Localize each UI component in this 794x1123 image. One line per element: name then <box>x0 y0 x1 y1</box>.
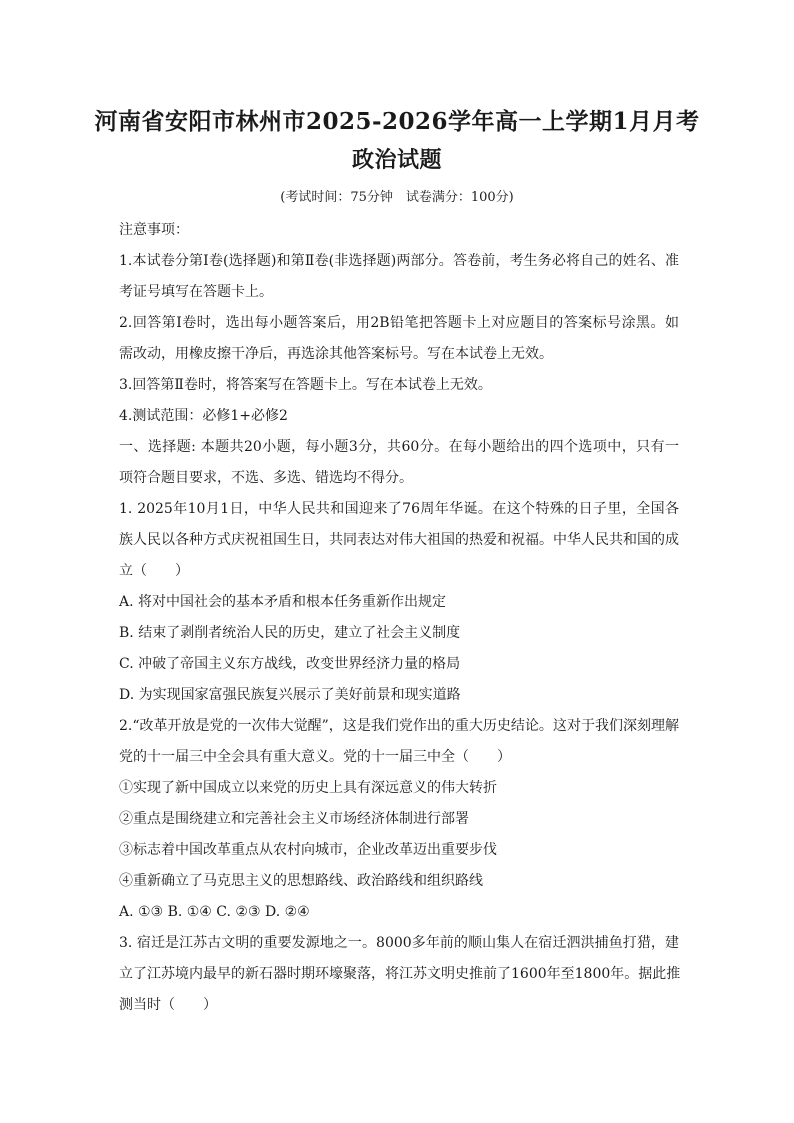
notes-item-3: 3.回答第Ⅱ卷时，将答案写在答题卡上。写在本试卷上无效。 <box>119 377 492 393</box>
exam-subject-title: 政治试题 <box>351 147 442 173</box>
question-3-stem-line-1: 3. 宿迁是江苏古文明的重要发源地之一。8000多年前的顺山集人在宿迁泗洪捕鱼打猎，建 <box>119 935 679 951</box>
exam-info: (考试时间：75分钟 试卷满分：100分) <box>280 190 514 205</box>
question-2-item-3: ③标志着中国改革重点从农村向城市，企业改革迈出重要步伐 <box>119 842 497 858</box>
notes-item-4: 4.测试范围：必修1+必修2 <box>119 408 288 424</box>
exam-title: 河南省安阳市林州市2025-2026学年高一上学期1月月考 <box>94 108 700 135</box>
question-2-stem-line-2: 党的十一届三中全会具有重大意义。党的十一届三中全（ ） <box>119 749 511 765</box>
question-1-option-c: C. 冲破了帝国主义东方战线，改变世界经济力量的格局 <box>119 656 461 672</box>
section-1-intro-line-1: 一、选择题: 本题共20小题，每小题3分，共60分。在每小题给出的四个选项中，只有一 <box>119 439 679 455</box>
question-2-item-4: ④重新确立了马克思主义的思想路线、政治路线和组织路线 <box>119 873 483 889</box>
notes-item-2-line-1: 2.回答第Ⅰ卷时，选出每小题答案后，用2B铅笔把答题卡上对应题目的答案标号涂黑。如 <box>119 315 679 331</box>
question-1-stem-line-2: 族人民以各种方式庆祝祖国生日，共同表达对伟大祖国的热爱和祝福。中华人民共和国的成 <box>119 532 679 548</box>
question-1-option-a: A. 将对中国社会的基本矛盾和根本任务重新作出规定 <box>119 594 447 610</box>
notes-item-1-line-2: 考证号填写在答题卡上。 <box>119 284 273 300</box>
question-1-option-d: D. 为实现国家富强民族复兴展示了美好前景和现实道路 <box>119 687 461 703</box>
question-2-options: A. ①③ B. ①④ C. ②③ D. ②④ <box>119 904 310 920</box>
question-2-stem-line-1: 2.“改革开放是党的一次伟大觉醒”，这是我们党作出的重大历史结论。这对于我们深刻理解 <box>119 718 679 734</box>
question-2-item-1: ①实现了新中国成立以来党的历史上具有深远意义的伟大转折 <box>119 780 497 796</box>
question-2-item-2: ②重点是围绕建立和完善社会主义市场经济体制进行部署 <box>119 811 469 827</box>
question-3-stem-line-3: 测当时（ ） <box>119 997 217 1013</box>
section-1-intro-line-2: 项符合题目要求，不选、多选、错选均不得分。 <box>119 470 413 486</box>
exam-body <box>119 215 679 1021</box>
notes-item-2-line-2: 需改动，用橡皮擦干净后，再选涂其他答案标号。写在本试卷上无效。 <box>119 346 553 362</box>
notes-heading: 注意事项： <box>119 222 189 238</box>
question-1-stem-line-3: 立（ ） <box>119 563 189 579</box>
question-1-stem-line-1: 1. 2025年10月1日，中华人民共和国迎来了76周年华诞。在这个特殊的日子里，全国各 <box>119 501 679 517</box>
question-3-stem-line-2: 立了江苏境内最早的新石器时期环壕聚落，将江苏文明史推前了1600年至1800年。据此推 <box>119 966 681 982</box>
notes-item-1-line-1: 1.本试卷分第Ⅰ卷(选择题)和第Ⅱ卷(非选择题)两部分。答卷前，考生务必将自己的姓名、准 <box>119 253 679 269</box>
question-1-option-b: B. 结束了剥削者统治人民的历史，建立了社会主义制度 <box>119 625 461 641</box>
